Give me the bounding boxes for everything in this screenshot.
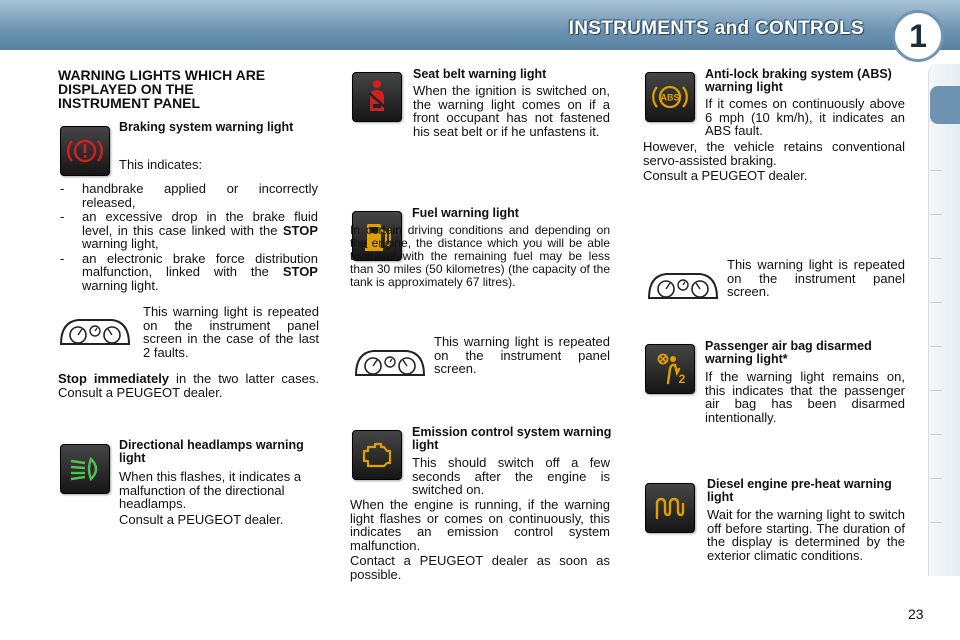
abs-warning-icon bbox=[645, 72, 695, 122]
fuel-title: Fuel warning light bbox=[412, 206, 519, 220]
list-item: - an electronic brake force distribution malfunction, linked with the STOP warning light. bbox=[60, 252, 318, 293]
airbag-icon-label: 2 bbox=[678, 372, 686, 386]
side-tab-strip bbox=[928, 64, 960, 576]
instrument-panel-icon bbox=[353, 345, 427, 381]
header-title: INSTRUMENTS and CONTROLS bbox=[568, 18, 864, 39]
diesel-body: Wait for the warning light to switch off before starting. The duration of the display is determined by the exterior climatic conditions. bbox=[707, 507, 905, 563]
braking-intro: This indicates: bbox=[119, 157, 203, 172]
seatbelt-title: Seat belt warning light bbox=[413, 67, 547, 81]
emission-body-1: This should switch off a few seconds after the engine is switched on. bbox=[412, 455, 610, 497]
chapter-tab-active[interactable] bbox=[930, 86, 960, 124]
instrument-panel-icon bbox=[646, 268, 720, 304]
abs-repeat-text: This warning light is repeated on the instrument panel screen. bbox=[727, 257, 905, 299]
braking-title: Braking system warning light bbox=[119, 120, 294, 134]
tab-divider bbox=[930, 170, 942, 171]
headlamps-title: Directional headlamps warning light bbox=[119, 438, 304, 465]
brake-warning-icon bbox=[60, 126, 110, 176]
tab-divider bbox=[930, 214, 942, 215]
instrument-panel-icon bbox=[58, 314, 132, 350]
chapter-number-badge: 1 bbox=[892, 10, 944, 62]
abs-title: Anti-lock braking system (ABS) warning light bbox=[705, 67, 892, 94]
list-item: - handbrake applied or incorrectly released, bbox=[60, 182, 318, 209]
airbag-title: Passenger air bag disarmed warning light* bbox=[705, 339, 872, 366]
section-title: WARNING LIGHTS WHICH ARE DISPLAYED ON THE INSTRUMENT PANEL bbox=[58, 67, 266, 111]
headlamps-body: When this flashes, it indicates a malfunction of the directional headlamps. bbox=[119, 469, 302, 511]
tab-divider bbox=[930, 302, 942, 303]
diesel-title: Diesel engine pre-heat warning light bbox=[707, 477, 892, 504]
passenger-airbag-icon bbox=[645, 344, 695, 394]
engine-check-icon bbox=[352, 430, 402, 480]
braking-list bbox=[60, 182, 318, 293]
stop-word: STOP bbox=[282, 222, 318, 238]
tab-divider bbox=[930, 522, 942, 523]
emission-title: Emission control system warning light bbox=[412, 425, 612, 452]
fuel-body: In certain driving conditions and depending on the engine, the distance which you will be able to travel with the remaining fuel may be less than 30 miles (50 kilometres) (the capacity of the tank is approximately 67 litres). bbox=[350, 223, 610, 289]
directional-headlamp-icon bbox=[60, 444, 110, 494]
braking-repeat-text: This warning light is repeated on the instrument panel screen in the case of the last 2 faults. bbox=[143, 304, 319, 360]
emission-body-2: When the engine is running, if the warning light flashes or comes on continuously, this indicates an emission control system malfunction. bbox=[350, 497, 610, 553]
headlamps-consult: Consult a PEUGEOT dealer. bbox=[119, 512, 284, 527]
tab-divider bbox=[930, 434, 942, 435]
list-item: - an excessive drop in the brake fluid level, in this case linked with the STOP warning light, bbox=[60, 210, 318, 251]
braking-stop-text: Stop immediately in the two latter cases. Consult a PEUGEOT dealer. bbox=[58, 371, 320, 400]
seat-belt-icon bbox=[352, 72, 402, 122]
stop-word: STOP bbox=[282, 264, 318, 279]
abs-body-1: If it comes on continuously above 6 mph (10 km/h), it indicates an ABS fault. bbox=[705, 96, 905, 138]
airbag-body: If the warning light remains on, this indicates that the passenger air bag has been disarmed intentionally. bbox=[705, 369, 905, 425]
tab-divider bbox=[930, 390, 942, 391]
tab-divider bbox=[930, 478, 942, 479]
fuel-repeat-text: This warning light is repeated on the instrument panel screen. bbox=[434, 334, 610, 376]
abs-body-2: However, the vehicle retains conventional servo-assisted braking. bbox=[643, 139, 905, 168]
page-number: 23 bbox=[908, 606, 924, 622]
tab-divider bbox=[930, 258, 942, 259]
abs-icon-label: ABS bbox=[660, 92, 680, 103]
page-header bbox=[0, 0, 960, 50]
preheat-coil-icon bbox=[645, 483, 695, 533]
seatbelt-body: When the ignition is switched on, the warning light comes on if a front occupant has not fastened his seat belt or if he unfastens it. bbox=[413, 83, 610, 139]
emission-body-3: Contact a PEUGEOT dealer as soon as possible. bbox=[350, 553, 610, 582]
abs-body-3: Consult a PEUGEOT dealer. bbox=[643, 168, 808, 183]
tab-divider bbox=[930, 346, 942, 347]
